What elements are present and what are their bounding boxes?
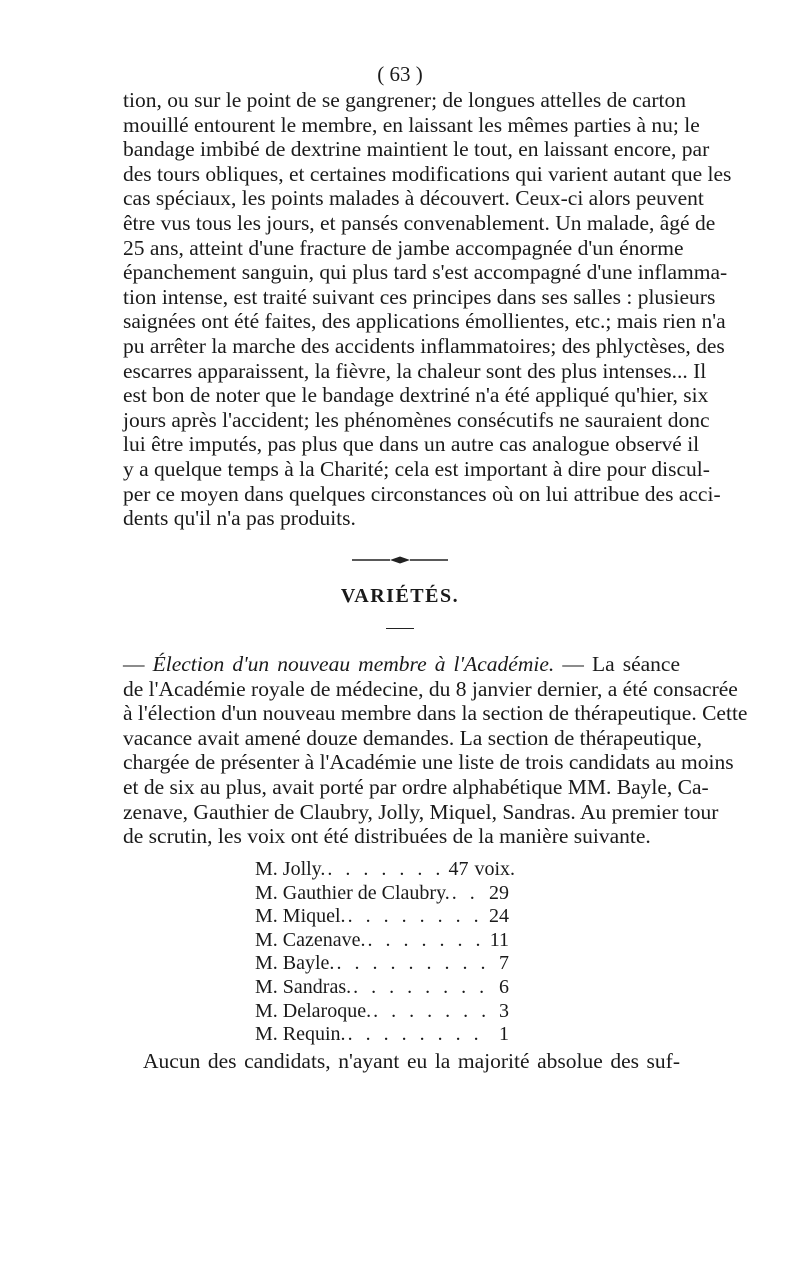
vote-row	[255, 882, 515, 906]
text-line: saignées ont été faites, des applications émollientes, etc.; mais rien n'a	[123, 309, 726, 334]
article-title: Élection d'un nouveau membre à l'Académie.	[152, 652, 555, 676]
vote-count: 6	[499, 975, 509, 998]
candidate-name: M. Delaroque.	[255, 999, 372, 1022]
leader-dots	[325, 858, 446, 882]
ornament-divider	[350, 555, 450, 565]
text-line: des tours obliques, et certaines modifications qui varient autant que les	[123, 161, 732, 186]
text-line: tion intense, est traité suivant ces principes dans ses salles : plusieurs	[123, 284, 716, 309]
candidate-name: M. Gauthier de Claubry.	[255, 881, 450, 904]
vote-count: 1	[499, 1023, 509, 1046]
vote-row	[255, 976, 515, 1000]
text-line: jours après l'accident; les phénomènes consécutifs ne sauraient donc	[123, 407, 710, 432]
vote-count: 24	[489, 905, 509, 928]
text-line: cas spéciaux, les points malades à découvert. Ceux-ci alors peuvent	[123, 186, 704, 211]
text-line: est bon de noter que le bandage dextriné n'a été appliqué qu'hier, six	[123, 383, 709, 408]
text-line: de l'Académie royale de médecine, du 8 janvier dernier, a été consacrée	[123, 676, 738, 701]
vote-count: 47	[448, 858, 469, 880]
article-paragraph	[123, 652, 748, 849]
text-line: vacance avait amené douze demandes. La section de thérapeutique,	[123, 725, 703, 750]
text-line: être vus tous les jours, et pansés convenablement. Un malade, âgé de	[123, 210, 716, 235]
lead-dash: —	[123, 652, 145, 676]
candidate-name: M. Requin.	[255, 1023, 346, 1046]
vote-count: 7	[499, 952, 509, 975]
text-line: pu arrêter la marche des accidents inflammatoires; des phlyctèses, des	[123, 333, 725, 358]
text-line: et de six au plus, avait porté par ordre alphabétique MM. Bayle, Ca-	[123, 774, 709, 799]
text-line: Aucun des candidats, n'ayant eu la majorité absolue des suf-	[143, 1049, 680, 1073]
vote-count: 29	[489, 881, 509, 904]
text-line: à l'élection d'un nouveau membre dans la section de thérapeutique. Cette	[123, 701, 748, 726]
vote-row	[255, 952, 515, 976]
candidate-name: M. Jolly.	[255, 858, 326, 880]
vote-row	[255, 1023, 515, 1047]
text-line: mouillé entourent le membre, en laissant les mêmes parties à nu; le	[123, 112, 700, 137]
page-number: ( 63 )	[377, 62, 423, 86]
first-line-rest: La séance	[591, 652, 681, 676]
text-line: de scrutin, les voix ont été distribuées de la manière suivante.	[123, 824, 651, 849]
text-line: zenave, Gauthier de Claubry, Jolly, Miquel, Sandras. Au premier tour	[123, 799, 719, 824]
leader-dots	[371, 1000, 487, 1024]
text-line: tion, ou sur le point de se gangrener; de longues attelles de carton	[123, 88, 687, 112]
text-line: épanchement sanguin, qui plus tard s'est accompagné d'une inflamma-	[123, 260, 728, 285]
vote-row	[255, 858, 515, 882]
paragraph-continuation	[123, 88, 732, 531]
text-line: dents qu'il n'a pas produits.	[123, 506, 356, 531]
text-line: bandage imbibé de dextrine maintient le tout, en laissant encore, par	[123, 137, 710, 162]
article-first-line	[123, 652, 680, 677]
text-line: per ce moyen dans quelques circonstances où on lui attribue des acci-	[123, 481, 721, 506]
text-line: chargée de présenter à l'Académie une liste de trois candidats au moins	[123, 750, 734, 775]
vote-count: 11	[489, 928, 509, 951]
candidate-name: M. Sandras.	[255, 975, 352, 998]
leader-dots	[334, 952, 487, 976]
leader-dots	[346, 905, 487, 929]
text-line: y a quelque temps à la Charité; cela est important à dire pour discul-	[123, 456, 710, 481]
vote-unit: voix.	[474, 858, 515, 880]
text-line: 25 ans, atteint d'une fracture de jambe accompagnée d'un énorme	[123, 235, 684, 260]
text-line: escarres apparaissent, la fièvre, la chaleur sont des plus intenses... Il	[123, 358, 707, 383]
section-heading: VARIÉTÉS.	[340, 585, 460, 607]
leader-dots	[346, 1023, 487, 1047]
vote-row	[255, 929, 515, 953]
leader-dots	[366, 929, 487, 953]
candidate-name: M. Miquel.	[255, 905, 346, 928]
vote-row	[255, 1000, 515, 1024]
closing-line	[143, 1049, 680, 1074]
title-dash: —	[562, 652, 584, 676]
candidate-name: M. Bayle.	[255, 952, 335, 975]
vote-count: 3	[499, 999, 509, 1022]
vote-results-list	[255, 858, 515, 1047]
vote-row	[255, 905, 515, 929]
leader-dots	[351, 976, 487, 1000]
leader-dots	[450, 882, 487, 906]
heading-rule	[386, 628, 414, 629]
candidate-name: M. Cazenave.	[255, 928, 366, 951]
text-line: lui être imputés, pas plus que dans un autre cas analogue observé il	[123, 432, 700, 457]
